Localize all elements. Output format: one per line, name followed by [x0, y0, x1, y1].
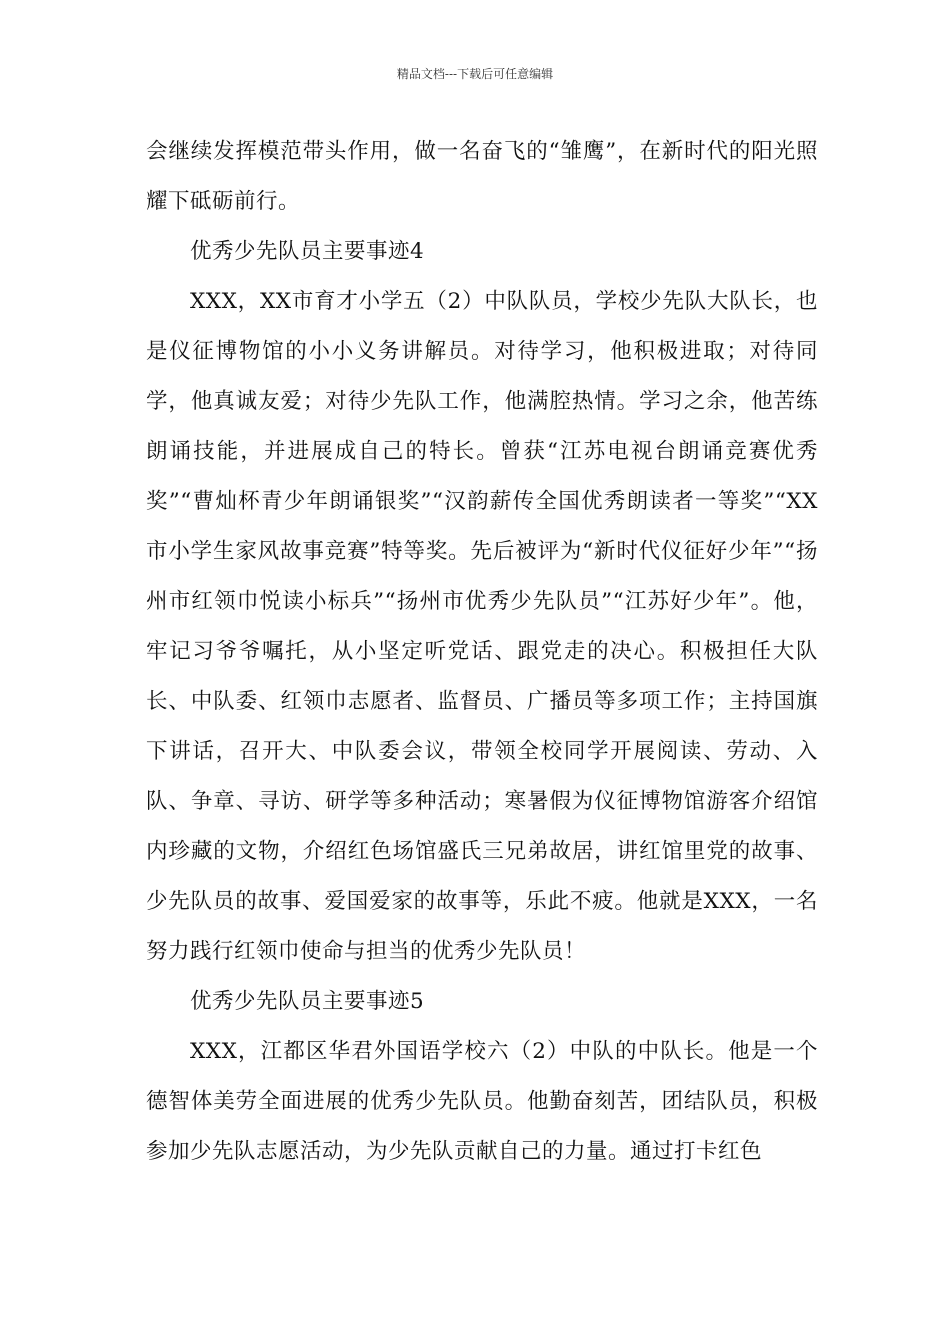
paragraph-section-5: XXX，江都区华君外国语学校六（2）中队的中队长。他是一个德智体美劳全面进展的优秀少先队员。他勤奋刻苦，团结队员，积极参加少先队志愿活动，为少先队贡献自己的力量。通过打卡红色 — [146, 1039, 818, 1164]
section-heading-4: 优秀少先队员主要事迹4 — [190, 239, 425, 264]
section-heading-5: 优秀少先队员主要事迹5 — [190, 989, 425, 1014]
document-body — [146, 127, 818, 1177]
page-header: 精品文档---下载后可任意编辑 — [396, 67, 554, 81]
paragraph-section-4: XXX，XX市育才小学五（2）中队队员，学校少先队大队长，也是仪征博物馆的小小义务讲解员。对待学习，他积极进取；对待同学，他真诚友爱；对待少先队工作，他满腔热情。学习之余，他苦练朗诵技能，并进展成自己的特长。曾获“江苏电视台朗诵竞赛优秀奖”“曹灿杯青少年朗诵银奖”“汉韵薪传全国优秀朗读者一等奖”“XX市小学生家风故事竞赛”特等奖。先后被评为“新时代仪征好少年”“扬州市红领巾悦读小标兵”“扬州市优秀少先队员”“江苏好少年”。他，牢记习爷爷嘱托，从小坚定听党话、跟党走的决心。积极担任大队长、中队委、红领巾志愿者、监督员、广播员等多项工作；主持国旗下讲话，召开大、中队委会议，带领全校同学开展阅读、劳动、入队、争章、寻访、研学等多种活动；寒暑假为仪征博物馆游客介绍馆内珍藏的文物，介绍红色场馆盛氏三兄弟故居，讲红馆里党的故事、少先队员的故事、爱国爱家的故事等，乐此不疲。他就是XXX，一名努力践行红领巾使命与担当的优秀少先队员！ — [146, 289, 818, 964]
paragraph-continuation: 会继续发挥模范带头作用，做一名奋飞的“雏鹰”，在新时代的阳光照耀下砥砺前行。 — [146, 139, 818, 214]
